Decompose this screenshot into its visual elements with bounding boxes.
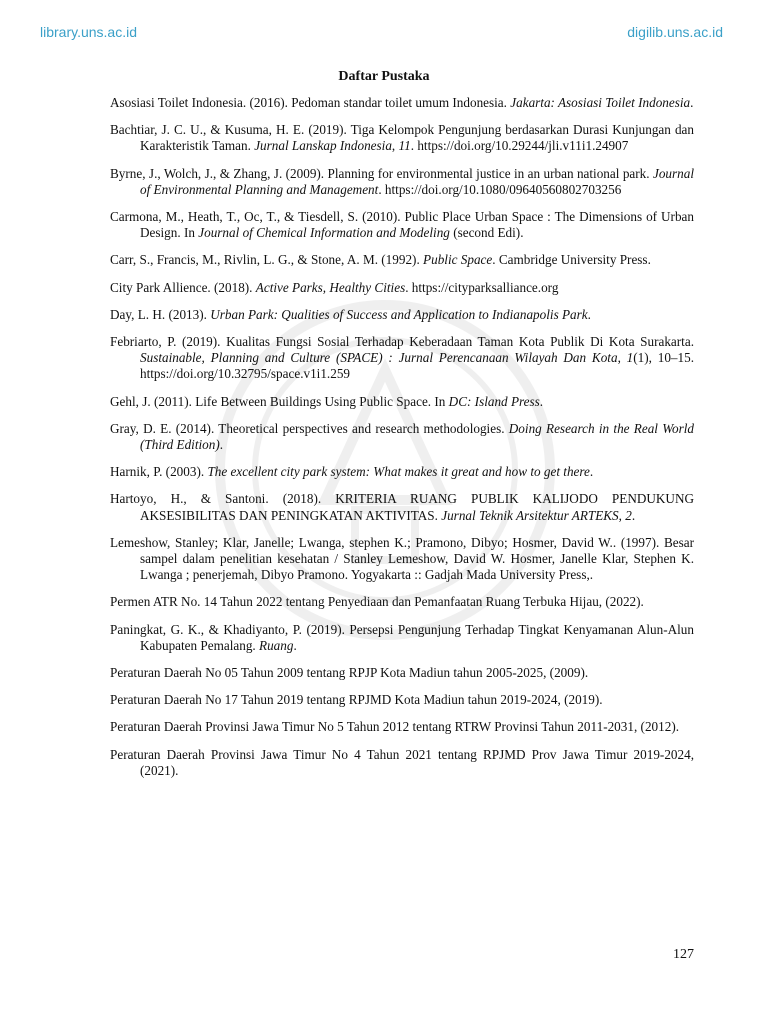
reference-text: , [617, 350, 627, 366]
reference-italic-text: Journal of Chemical Information and Modeling [198, 225, 450, 241]
reference-text: . [293, 637, 297, 653]
reference-text: Peraturan Daerah No 17 Tahun 2019 tentang RPJMD Kota Madiun tahun 2019-2024, (2019). [110, 692, 603, 708]
reference-italic-text: Jakarta: Asosiasi Toilet Indonesia [510, 95, 691, 110]
reference-text: Gehl, J. (2011). Life Between Buildings Using Public Space. In [110, 393, 449, 409]
reference-entry [110, 209, 694, 241]
reference-text: , [391, 138, 399, 154]
reference-italic-text: DC: Island Press [448, 393, 540, 409]
reference-italic-text: Public Space [423, 252, 493, 268]
reference-text: Carmona, M., Heath, T., Oc, T., & Tiesdell, S. (2010). Public Place Urban Space : The Dimensions of Urban Design. In [110, 209, 694, 241]
reference-entry [110, 747, 694, 779]
reference-entry [110, 464, 694, 480]
reference-entry [110, 252, 694, 268]
reference-list [110, 95, 694, 790]
reference-entry [110, 334, 694, 383]
reference-text: . https://doi.org/10.29244/jli.v11i1.24907 [410, 138, 629, 154]
reference-text: Hartoyo, H., & Santoni. (2018). KRITERIA RUANG PUBLIK KALIJODO PENDUKUNG AKSESIBILITAS DAN PENINGKATAN AKTIVITAS. [110, 491, 694, 523]
reference-text: Day, L. H. (2013). [110, 306, 211, 322]
reference-italic-text: Active Parks, Healthy Cities [255, 279, 406, 295]
reference-italic-text: 2 [625, 507, 632, 523]
reference-entry [110, 394, 694, 410]
reference-text: (second Edi). [449, 225, 524, 241]
reference-text: (1), 10–15. https://doi.org/10.32795/space.v1i1.259 [140, 350, 694, 382]
reference-italic-text: Journal of Environmental Planning and Management [140, 165, 694, 197]
reference-text: City Park Allience. (2018). [110, 279, 256, 295]
reference-italic-text: Urban Park: Qualities of Success and Application to Indianapolis Park [210, 306, 588, 322]
reference-entry [110, 421, 694, 453]
reference-entry [110, 622, 694, 654]
header-link-library[interactable]: library.uns.ac.id [40, 24, 138, 40]
reference-text: Byrne, J., Wolch, J., & Zhang, J. (2009). Planning for environmental justice in an urban national park. [110, 165, 653, 181]
reference-text: Peraturan Daerah Provinsi Jawa Timur No 5 Tahun 2012 tentang RTRW Provinsi Tahun 2011-2031, (2012). [110, 719, 680, 735]
reference-entry [110, 535, 694, 584]
reference-text: Harnik, P. (2003). [110, 464, 208, 480]
reference-italic-text: Doing Research in the Real World (Third Edition) [140, 420, 694, 453]
reference-entry [110, 307, 694, 323]
reference-text: Bachtiar, J. C. U., & Kusuma, H. E. (2019). Tiga Kelompok Pengunjung berdasarkan Durasi Kunjungan dan Karakteristik Taman. [110, 122, 694, 154]
reference-text: Febriarto, P. (2019). Kualitas Fungsi Sosial Terhadap Keberadaan Taman Kota Publik Di Kota Surakarta. [110, 334, 694, 350]
reference-text: . https://doi.org/10.1080/09640560802703256 [378, 181, 622, 197]
reference-text: Lemeshow, Stanley; Klar, Janelle; Lwanga, stephen K.; Pramono, Dibyo; Hosmer, David W.. (1997). Besar sampel dalam penelitian kesehatan / Stanley Lemeshow, David W. Hosmer, Janelle Klar, Stephen K. Lwanga ; penerjemah, Dibyo Pramono. Yogyakarta :: Gadjah Mada University Press,. [110, 534, 694, 583]
reference-text: . [631, 507, 636, 523]
reference-italic-text: Jurnal Lanskap Indonesia [254, 138, 392, 154]
reference-text: . Cambridge University Press. [492, 252, 651, 268]
reference-text: Carr, S., Francis, M., Rivlin, L. G., & Stone, A. M. (1992). [110, 252, 424, 268]
reference-text: . [589, 464, 594, 480]
reference-text: Permen ATR No. 14 Tahun 2022 tentang Penyediaan dan Pemanfaatan Ruang Terbuka Hijau, (2022). [110, 594, 644, 610]
reference-entry [110, 594, 694, 610]
reference-entry [110, 95, 694, 111]
reference-entry [110, 280, 694, 296]
reference-italic-text: Jurnal Teknik Arsitektur ARTEKS [441, 507, 619, 523]
reference-text: . [690, 95, 694, 110]
reference-italic-text: 11 [398, 138, 411, 154]
reference-italic-text: The excellent city park system: What makes it great and how to get there [207, 464, 590, 480]
reference-entry [110, 692, 694, 708]
reference-text: . [587, 306, 591, 322]
page-title: Daftar Pustaka [338, 69, 430, 84]
reference-italic-text: Sustainable, Planning and Culture (SPACE) : Jurnal Perencanaan Wilayah Dan Kota [140, 350, 618, 366]
page-number: 127 [673, 947, 694, 962]
header-link-digilib[interactable]: digilib.uns.ac.id [627, 24, 723, 40]
reference-italic-text: Ruang [259, 637, 294, 653]
reference-text: . [219, 437, 224, 453]
reference-italic-text: 1 [626, 350, 634, 366]
reference-text: Peraturan Daerah No 05 Tahun 2009 tentang RPJP Kota Madiun tahun 2005-2025, (2009). [110, 665, 589, 681]
reference-entry [110, 166, 694, 198]
reference-entry [110, 122, 694, 154]
reference-text: . [539, 393, 544, 409]
reference-text: . https://cityparksalliance.org [405, 279, 559, 295]
reference-text: Peraturan Daerah Provinsi Jawa Timur No 4 Tahun 2021 tentang RPJMD Prov Jawa Timur 2019-2024, (2021). [110, 746, 694, 778]
reference-text: , [618, 507, 626, 523]
reference-entry [110, 665, 694, 681]
reference-entry [110, 491, 694, 523]
reference-text: Asosiasi Toilet Indonesia. (2016). Pedoman standar toilet umum Indonesia. [110, 95, 511, 110]
reference-entry [110, 719, 694, 735]
reference-text: Paningkat, G. K., & Khadiyanto, P. (2019). Persepsi Pengunjung Terhadap Tingkat Kenyamanan Alun-Alun Kabupaten Pemalang. [110, 621, 694, 653]
reference-text: Gray, D. E. (2014). Theoretical perspectives and research methodologies. [110, 420, 509, 436]
